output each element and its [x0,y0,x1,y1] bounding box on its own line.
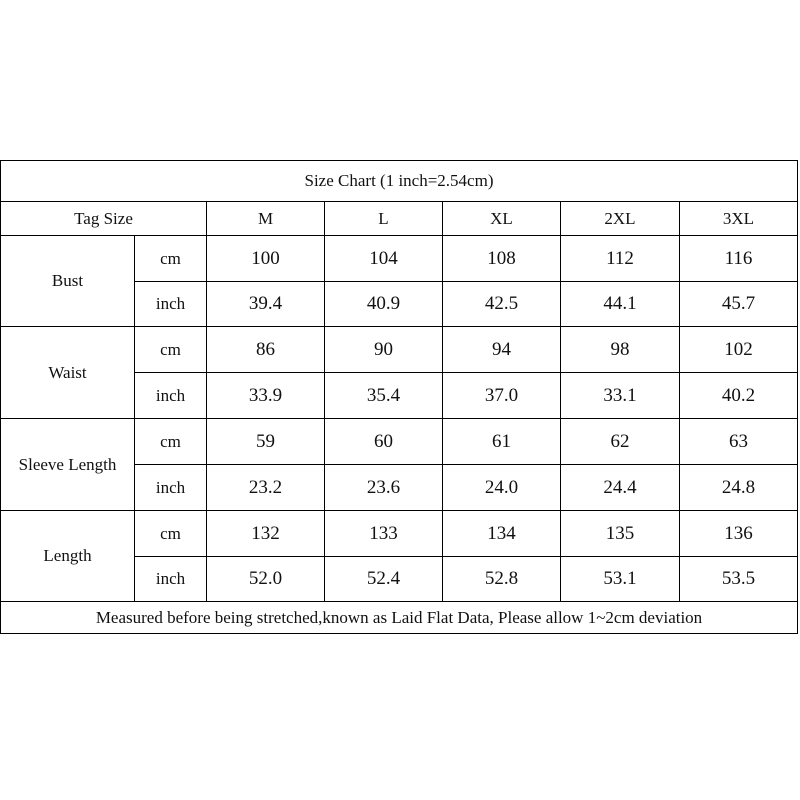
value-cell: 23.6 [366,476,401,498]
value-cell: 132 [251,522,280,544]
value-cell: 134 [487,522,516,544]
unit-label: inch [155,294,186,313]
value-cell: 86 [256,338,275,360]
size-header-xl: XL [490,208,513,228]
value-cell: 24.4 [603,476,637,498]
value-cell: 24.8 [721,476,756,498]
value-cell: 37.0 [484,384,519,406]
value-cell: 53.1 [603,568,637,589]
value-cell: 98 [610,338,630,360]
group-label-bust: Bust [51,271,84,290]
value-cell: 52.0 [248,568,283,589]
unit-label: cm [160,523,181,543]
value-cell: 44.1 [603,293,637,314]
value-cell: 100 [251,247,280,269]
size-header-2xl: 2XL [604,208,636,228]
divider [206,202,207,601]
divider [134,236,135,601]
tag-size-label: Tag Size [74,208,133,228]
value-cell: 112 [606,247,634,269]
value-cell: 33.9 [248,384,283,406]
size-header-l: L [378,208,389,228]
value-cell: 52.8 [484,568,519,589]
value-cell: 135 [605,522,635,544]
value-cell: 53.5 [721,568,756,589]
value-cell: 94 [492,338,511,360]
value-cell: 52.4 [366,568,401,589]
unit-label: inch [155,385,186,405]
divider [324,202,325,601]
group-label-length: Length [43,546,92,565]
value-cell: 45.7 [721,293,756,314]
value-cell: 24.0 [484,476,519,498]
value-cell: 116 [724,247,753,269]
unit-label: cm [160,339,181,359]
divider [560,202,561,601]
size-chart-table [0,160,798,634]
value-cell: 33.1 [603,384,637,406]
footnote: Measured before being stretched,known as Laid Flat Data, Please allow 1~2cm deviation [95,607,703,627]
unit-label: cm [160,248,181,268]
group-label-sleeve-length: Sleeve Length [18,454,117,474]
value-cell: 35.4 [366,384,401,406]
divider [442,202,443,601]
unit-label: inch [155,477,186,497]
divider [679,202,680,601]
value-cell: 133 [369,522,398,544]
value-cell: 136 [724,522,753,544]
value-cell: 90 [374,338,393,360]
value-cell: 61 [492,430,511,452]
group-label-waist: Waist [48,362,87,382]
chart-title: Size Chart (1 inch=2.54cm) [304,171,494,190]
size-header-m: M [257,208,274,228]
value-cell: 104 [369,247,398,269]
value-cell: 62 [610,430,630,452]
value-cell: 42.5 [484,293,519,314]
value-cell: 60 [374,430,393,452]
value-cell: 102 [724,338,753,360]
unit-label: inch [155,569,186,588]
unit-label: cm [160,431,181,451]
value-cell: 39.4 [248,293,283,314]
value-cell: 59 [256,430,275,452]
value-cell: 40.9 [366,293,401,314]
size-header-3xl: 3XL [722,208,755,228]
value-cell: 23.2 [248,476,283,498]
value-cell: 108 [487,247,516,269]
value-cell: 40.2 [721,384,756,406]
value-cell: 63 [729,430,748,452]
